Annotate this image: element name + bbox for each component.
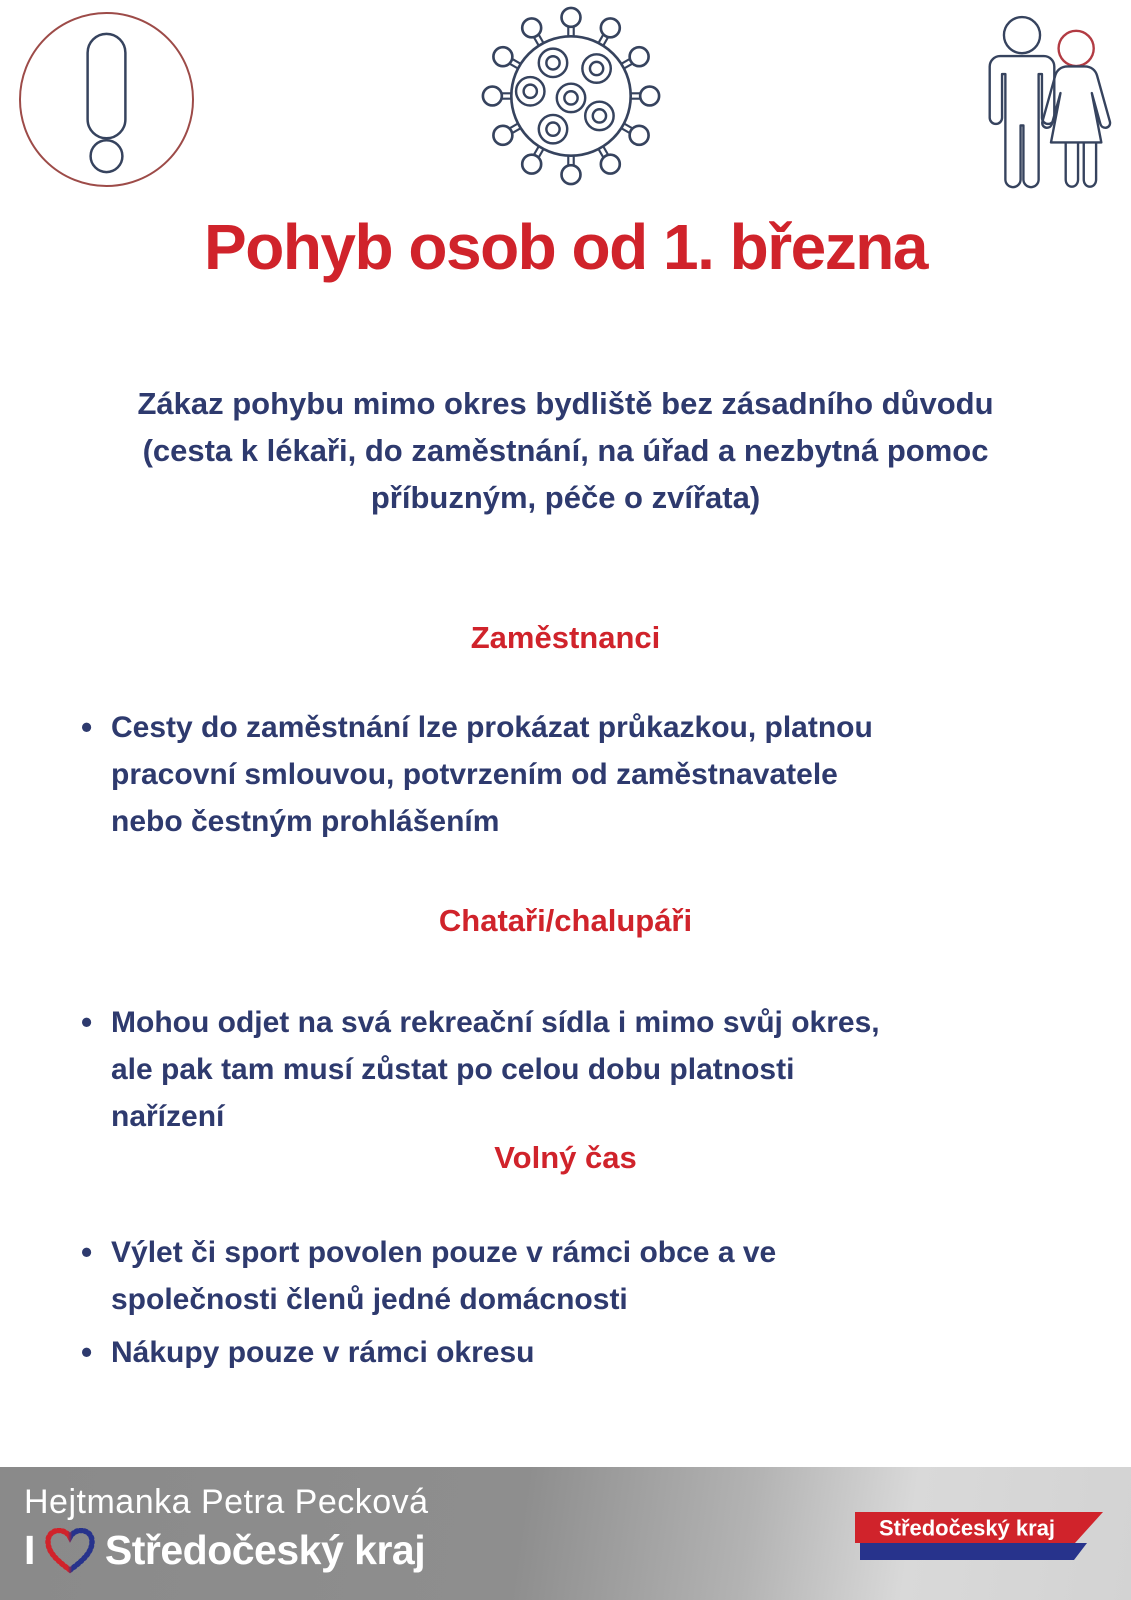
coronavirus-icon [481,4,661,188]
list-item: • Cesty do zaměstnání lze prokázat průkazkou, platnou pracovní smlouvou, potvrzením od zaměstnavatele nebo čestným prohlášením [75,704,1116,845]
logo-label: Středočeský kraj [878,1515,1056,1541]
list-item: • Nákupy pouze v rámci okresu [75,1329,1116,1376]
page-title: Pohyb osob od 1. března [204,211,927,283]
intro-line: (cesta k lékaři, do zaměstnání, na úřad a nezbytná pomoc [142,433,989,468]
bullet-list-employees [75,704,1116,845]
section-heading-cottagers: Chataři/chalupáři [438,903,693,938]
footer-signature [24,1483,429,1574]
intro-line: příbuzným, péče o zvířata) [370,480,761,515]
section-heading-free-time: Volný čas [494,1140,637,1175]
footer-love-prefix: I [24,1527,35,1573]
bullet-list-free-time [75,1229,1116,1376]
intro-text [40,380,1091,521]
footer-love-region: Středočeský kraj [104,1527,426,1573]
footer-name: Hejtmanka Petra Pecková [24,1483,429,1521]
intro-line: Zákaz pohybu mimo okres bydliště bez zásadního důvodu [137,386,994,421]
exclamation-alert-icon [18,11,195,188]
stredocesky-kraj-logo [855,1512,1105,1560]
section-heading-employees: Zaměstnanci [470,620,661,655]
list-item: • Mohou odjet na svá rekreační sídla i mimo svůj okres, ale pak tam musí zůstat po celou dobu platnosti nařízení [75,999,1116,1140]
bullet-list-cottagers [75,999,1116,1140]
list-item: • Výlet či sport povolen pouze v rámci obce a ve společnosti členů jedné domácnosti [75,1229,1116,1323]
man-woman-couple-icon [965,10,1117,198]
footer-bar [0,1467,1131,1600]
heart-icon [45,1528,95,1574]
footer-love-line [24,1527,429,1574]
